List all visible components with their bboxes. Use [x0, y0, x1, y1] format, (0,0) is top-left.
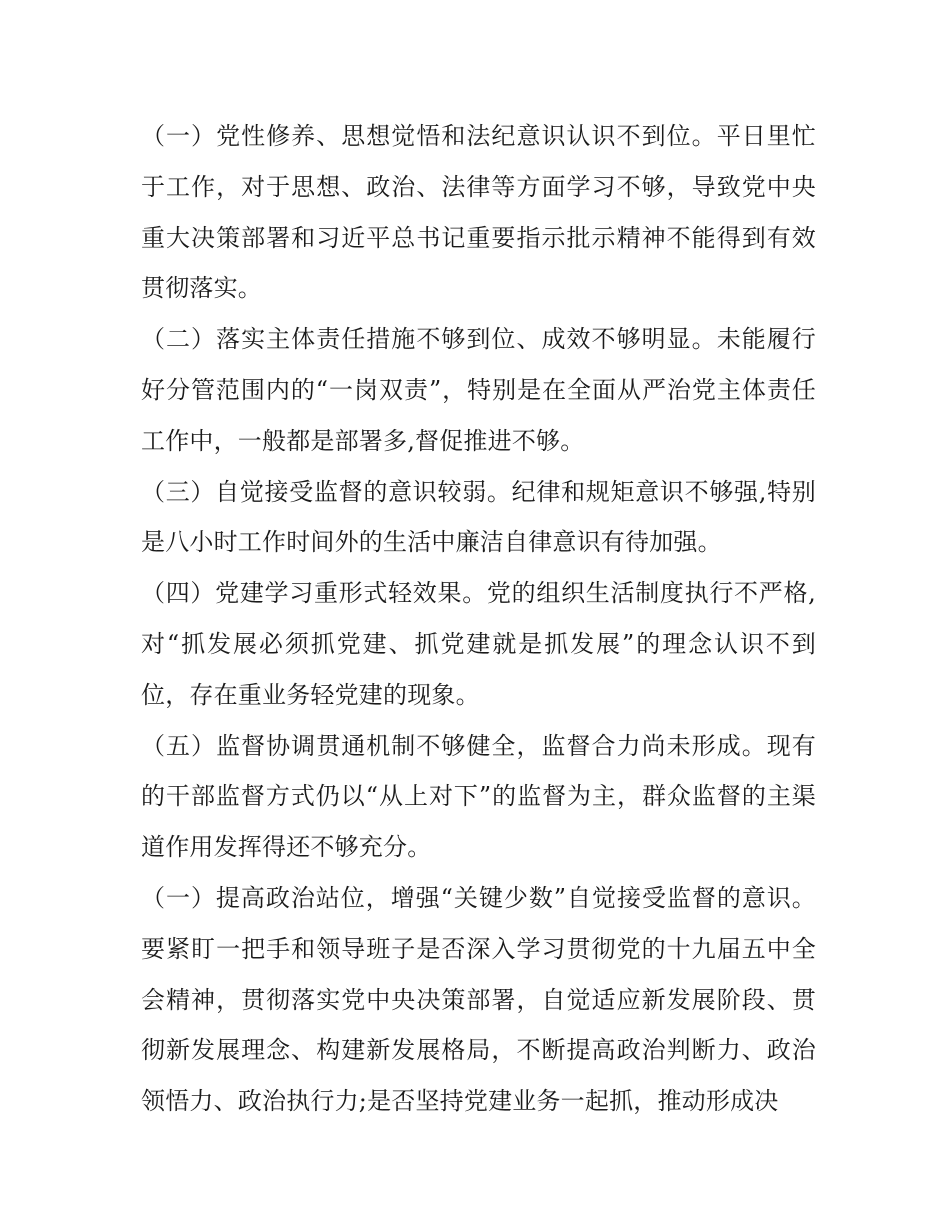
paragraph-5: （五）监督协调贯通机制不够健全，监督合力尚未形成。现有的干部监督方式仍以“从上对下”的监督为主，群众监督的主渠道作用发挥得还不够充分。 — [141, 731, 816, 862]
paragraph-2: （二）落实主体责任措施不够到位、成效不够明显。未能履行好分管范围内的“一岗双责”，特别是在全面从严治党主体责任工作中，一般都是部署多,督促推进不够。 — [141, 325, 816, 455]
paragraph-6: （一）提高政治站位，增强“关键少数”自觉接受监督的意识。要紧盯一把手和领导班子是否深入学习贯彻党的十九届五中全会精神，贯彻落实党中央决策部署，自觉适应新发展阶段、贯彻新发展理念、构建新发展格局，不断提高政治判断力、政治领悟力、政治执行力;是否坚持党建业务一起抓，推动形成决 — [141, 883, 816, 1116]
paragraph-1: （一）党性修养、思想觉悟和法纪意识认识不到位。平日里忙于工作，对于思想、政治、法律等方面学习不够，导致党中央重大决策部署和习近平总书记重要指示批示精神不能得到有效贯彻落实。 — [141, 122, 816, 303]
paragraph-4: （四）党建学习重形式轻效果。党的组织生活制度执行不严格,对“抓发展必须抓党建、抓党建就是抓发展”的理念认识不到位，存在重业务轻党建的现象。 — [141, 579, 816, 709]
document-body — [141, 111, 816, 1127]
paragraph-3: （三）自觉接受监督的意识较弱。纪律和规矩意识不够强,特别是八小时工作时间外的生活中廉洁自律意识有待加强。 — [141, 477, 816, 557]
